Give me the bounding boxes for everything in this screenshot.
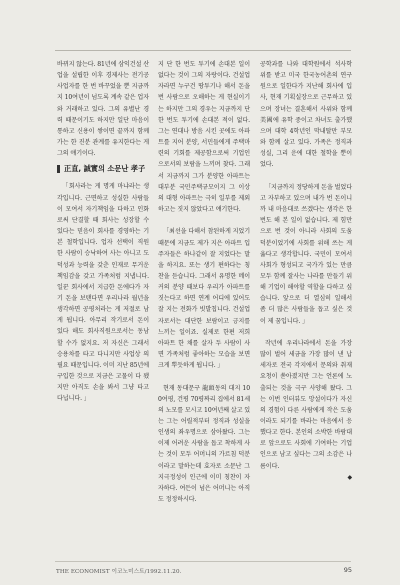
footer-rule: [55, 561, 351, 562]
text-column-2: [158, 59, 250, 505]
body-paragraph: 「최선을 다해서 참된하게 지었기 때문에 지금도 제가 지은 아파트 입주자들은 하나같이 잘 지었다는 말을 하지요. 또는 생기 편하다는 칭찬을 듣습니다. 그래서 유명한 메이커의 분양 때보다 우리가 아파트를 짓는다고 하면 연계 어디에 있어도 잘 지는 전화가 빗발칩니다. 건설업자로서는 대단한 보람이고 긍지를 느끼는 일이죠. 실제로 한편 저희 아파트 한 채를 살자 두 사람이 사면 가족처럼 좋아하는 모습을 보면 크게 뿌듯하게 됩니다. 」: [158, 228, 250, 370]
body-paragraph: 「회사라는 게 명게 마냐라는 생각입니다. 근면하고 성실한 사람들이 모여서 자기책임을 다하고 인화로써 단결할 때 회사는 성장할 수 있다는 믿음이 회사를 경영하는 기본 철학입니다. 업자 선택이 직원 한 사람이 승낙하여 사는 아니고 도덕성과 능력을 갖춘 인재로 무거운 책임감을 갖고 가족처럼 지냅니다. 일꾼 회사에서 지급한 돈에다가 자기 돈을 보탠다면 우리나라 월년을 생각하면 공평처라는 게 저절로 남게 됩니다. 아무리 작기로서 돈이 있다 해도 회사직원으로서는 동남할 수가 없지요. 저 자신은 그래서 승용차를 타고 다니지만 사업상 의필요 때문입니다. 이미 지난 85년에 구입한 것으로 지금은 고물이 다 됐지만 아직도 손을 봐서 그냥 타고 다닙니다. 」: [57, 183, 149, 403]
top-rule: [55, 50, 351, 51]
body-paragraph: 공학과를 나와 대학원에서 석사학위를 받고 미국 한국농어촌의 연구원으로 일한다가 지난해 회사에 입사, 현재 기획실장으로 근무하고 있으며 장녀는 결혼해서 사위와 함께 美國에 유학 중이고 차녀도 출가했으며 대학 4학년인 막내딸만 부모와 함께 살고 있다. 가족은 정직과 성실, 그리 운에 대한 철학을 뿐이었다.: [260, 61, 352, 169]
page-number: 95: [343, 566, 352, 574]
section-heading: [57, 163, 149, 175]
end-mark-line: [260, 472, 352, 483]
body-paragraph: 지 단 한 번도 투기에 손대본 일이 없다는 것이 그의 자랑이다. 건설업자라면 누구건 땅투기나 해서 돈을 번 사람으로 오해하는 게 현실이기는 하지만 그의 경우는 지금까지 단 한 번도 투기에 손대본 적이 없다. 그는 연대나 방음 시킨 곳에도 아파트를 지어 분양, 서민들에게 주택마련의 기회를 제공함으로써 기업인으로서의 보람을 느끼며 찾다. 그래서 지금까지 그가 분양한 아파트는 대부분 국민주택규모이지 그 이상의 대형 아파트는 극히 일부를 제외하고는 짓지 않았다고 얘기한다.: [158, 61, 250, 214]
body-paragraph: 작년에 우리나라에서 돈을 가장 많이 벌어 세금을 가장 많이 낸 납세자로 전국 각지에서 문의와 취재 요청이 쏟아졌지만 그는 언론에 노출되는 것을 극구 사양해 왔다. 그는 이번 인터뷰도 망설이다가 자신의 경험이 다른 사람에게 작은 도움이라도 되기를 바라는 마음에서 응했다고 한다. 본인의 소박한 바람대로 앞으로도 사회에 기여하는 기업인으로 남고 싶다는 그의 소감은 나름이다.: [260, 339, 352, 470]
text-column-3: [260, 59, 352, 483]
footer-publication: THE ECONOMIST 이코노미스트/1992.11.20.: [56, 569, 182, 575]
article-end-mark-icon: ◆: [347, 473, 352, 481]
body-paragraph: 현재 동대문구 龍頭동의 대지 100여평, 건평 70평짜리 집에서 81세의 노모를 모시고 10여년째 살고 있는 그는 어릴적부터 정직과 성실을 인생의 좌우명으로 삼아왔다. 그는 이제 어려운 사람을 돕고 착하게 사는 것이 모두 어머니의 가르침 덕분이라고 말하는데 효자로 소문난 그 지극정성이 인근에 이미 칭찬이 자자하다. 여든이 넘은 어머니는 아직도 정정하시다.: [158, 384, 250, 504]
section-marker-bar: [57, 165, 60, 173]
text-column-1: [57, 59, 149, 405]
body-paragraph: 「지금까지 정당하게 돈을 벌었다고 자부하고 있으며 내가 번 돈이니까 내 마음대로 쓰겠다는 생각은 한 번도 해 본 일이 없습니다. 제 힘만으로 번 것이 아니라 사회의 도움 덕분이었기에 사회를 위해 쓰는 게 옳다고 생각합니다. 국민이 모여서 사회가 형성되고 국가가 있는 만큼 모두 함께 잘사는 나라를 만들기 위해 기업이 해야할 역할을 다하고 싶습니다. 앞으로 더 열심히 일해서 좀 더 많은 사람들을 돕고 싶은 것이 제 꿈입니다. 」: [260, 183, 352, 325]
section-heading-text: 正直, 誠實의 소문난 孝子: [64, 164, 146, 174]
body-paragraph: 바뀌지 않는다. 81년에 삼익건설 산업을 설립한 이후 경제사는 전기공사업자를 한 번 바꾸었을 뿐 지금까지 10여년이 넘도록 계속 같은 업자와 거래하고 있다. 그의 유별난 경력 때문이기도 하지만 일단 마음이 통하고 신용이 쌓이면 끝까지 함께 가는 한 진분 관계를 유지한다는 게 그의 얘기이다.: [57, 61, 149, 158]
